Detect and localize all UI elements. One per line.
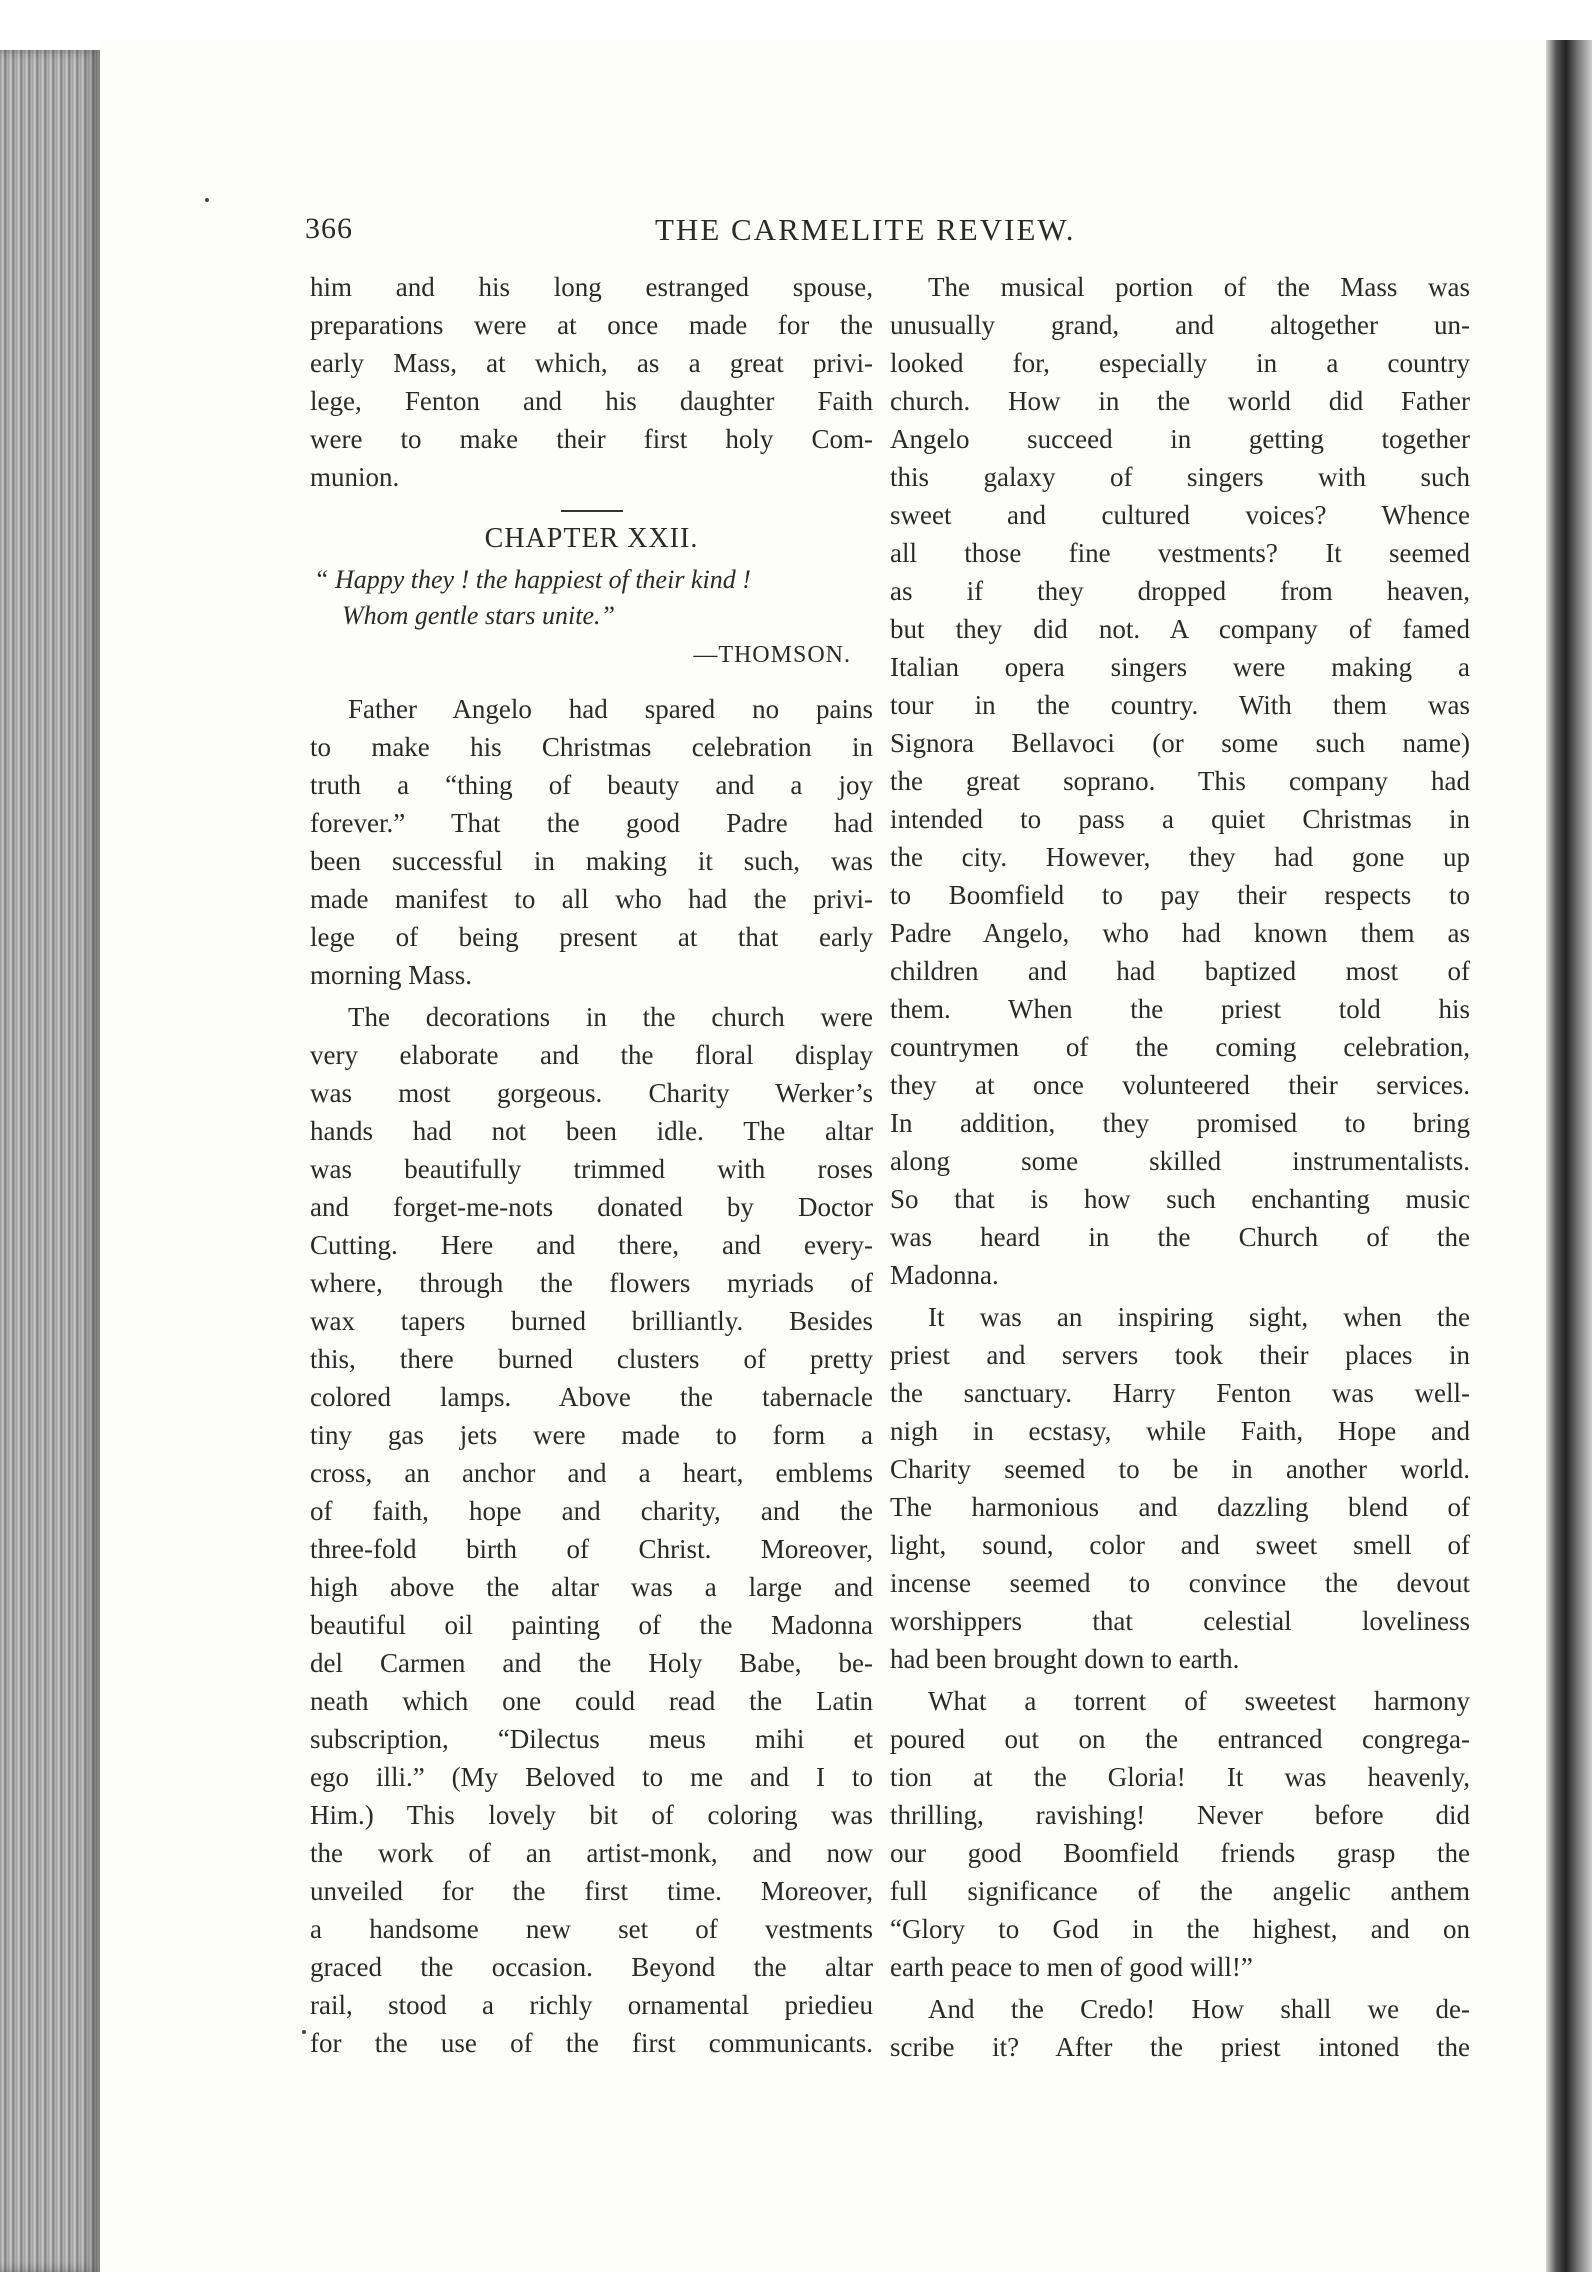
text-line: Madonna. xyxy=(890,1260,999,1290)
text-line: was most gorgeous. Charity Werker’s xyxy=(310,1078,873,1108)
text-line: worshippers that celestial loveliness xyxy=(890,1606,1470,1636)
text-line: truth a “thing of beauty and a joy xyxy=(310,770,873,800)
text-line: the great soprano. This company had xyxy=(890,766,1470,796)
text-line: subscription, “Dilectus meus mihi et xyxy=(310,1724,873,1754)
text-line: this, there burned clusters of pretty xyxy=(310,1344,873,1374)
paragraph xyxy=(890,1298,1470,1678)
text-line: a handsome new set of vestments xyxy=(310,1914,873,1944)
text-line: early Mass, at which, as a great privi- xyxy=(310,348,873,378)
text-line: unusually grand, and altogether un- xyxy=(890,310,1470,340)
text-line: lege, Fenton and his daughter Faith xyxy=(310,386,873,416)
text-line: tiny gas jets were made to form a xyxy=(310,1420,873,1450)
text-line: unveiled for the first time. Moreover, xyxy=(310,1876,873,1906)
page-number: 366 xyxy=(305,212,353,245)
text-line: the work of an artist-monk, and now xyxy=(310,1838,873,1868)
text-line: hands had not been idle. The altar xyxy=(310,1116,873,1146)
text-line: as if they dropped from heaven, xyxy=(890,576,1470,606)
text-line: for the use of the first communicants. xyxy=(310,2028,873,2058)
journal-title: THE CARMELITE REVIEW. xyxy=(655,212,1076,247)
text-line: Italian opera singers were making a xyxy=(890,652,1470,682)
paragraph xyxy=(310,690,873,994)
text-line: to Boomfield to pay their respects to xyxy=(890,880,1470,910)
text-line: very elaborate and the floral display xyxy=(310,1040,873,1070)
text-line: was beautifully trimmed with roses xyxy=(310,1154,873,1184)
text-line: were to make their first holy Com- xyxy=(310,424,873,454)
paragraph xyxy=(890,1990,1470,2066)
text-line: lege of being present at that early xyxy=(310,922,873,952)
text-line: all those fine vestments? It seemed xyxy=(890,538,1470,568)
text-line: countrymen of the coming celebration, xyxy=(890,1032,1470,1062)
intro-paragraph xyxy=(310,268,873,496)
text-line: preparations were at once made for the xyxy=(310,310,873,340)
text-line: The musical portion of the Mass was xyxy=(928,272,1470,302)
text-line: him and his long estranged spouse, xyxy=(310,272,873,302)
text-line: but they did not. A company of famed xyxy=(890,614,1470,644)
epigraph-line: Whom gentle stars unite.” xyxy=(342,601,615,630)
text-line: incense seemed to convince the devout xyxy=(890,1568,1470,1598)
text-line: high above the altar was a large and xyxy=(310,1572,873,1602)
text-line: them. When the priest told his xyxy=(890,994,1470,1024)
text-line: the sanctuary. Harry Fenton was well- xyxy=(890,1378,1470,1408)
book-edge-right xyxy=(1546,40,1592,2272)
text-line: And the Credo! How shall we de- xyxy=(928,1994,1470,2024)
text-line: morning Mass. xyxy=(310,960,472,990)
right-column xyxy=(890,268,1470,2066)
text-line: this galaxy of singers with such xyxy=(890,462,1470,492)
text-line: del Carmen and the Holy Babe, be- xyxy=(310,1648,873,1678)
text-line: cross, an anchor and a heart, emblems xyxy=(310,1458,873,1488)
margin-speck xyxy=(302,2030,306,2034)
text-line: In addition, they promised to bring xyxy=(890,1108,1470,1138)
text-line: children and had baptized most of xyxy=(890,956,1470,986)
text-line: tion at the Gloria! It was heavenly, xyxy=(890,1762,1470,1792)
text-line: the city. However, they had gone up xyxy=(890,842,1470,872)
text-line: neath which one could read the Latin xyxy=(310,1686,873,1716)
text-line: and forget-me-nots donated by Doctor xyxy=(310,1192,873,1222)
text-line: to make his Christmas celebration in xyxy=(310,732,873,762)
text-line: nigh in ecstasy, while Faith, Hope and xyxy=(890,1416,1470,1446)
running-head xyxy=(305,212,1365,262)
text-line: poured out on the entranced congrega- xyxy=(890,1724,1470,1754)
text-line: was heard in the Church of the xyxy=(890,1222,1470,1252)
text-line: “Glory to God in the highest, and on xyxy=(890,1914,1470,1944)
text-line: The decorations in the church were xyxy=(348,1002,873,1032)
text-line: intended to pass a quiet Christmas in xyxy=(890,804,1470,834)
text-line: Padre Angelo, who had known them as xyxy=(890,918,1470,948)
text-line: tour in the country. With them was xyxy=(890,690,1470,720)
text-line: our good Boomfield friends grasp the xyxy=(890,1838,1470,1868)
section-rule xyxy=(561,510,623,512)
text-line: had been brought down to earth. xyxy=(890,1644,1240,1674)
text-line: where, through the flowers myriads of xyxy=(310,1268,873,1298)
text-line: Angelo succeed in getting together xyxy=(890,424,1470,454)
paragraph xyxy=(310,998,873,2062)
text-line: church. How in the world did Father xyxy=(890,386,1470,416)
left-column xyxy=(310,268,873,2062)
paragraph xyxy=(890,1682,1470,1986)
text-line: thrilling, ravishing! Never before did xyxy=(890,1800,1470,1830)
text-line: light, sound, color and sweet smell of xyxy=(890,1530,1470,1560)
text-line: ego illi.” (My Beloved to me and I to xyxy=(310,1762,873,1792)
text-line: priest and servers took their places in xyxy=(890,1340,1470,1370)
text-line: been successful in making it such, was xyxy=(310,846,873,876)
text-line: beautiful oil painting of the Madonna xyxy=(310,1610,873,1640)
chapter-heading: CHAPTER XXII. xyxy=(484,523,699,554)
text-line: graced the occasion. Beyond the altar xyxy=(310,1952,873,1982)
book-edge-left xyxy=(0,50,100,2272)
text-line: colored lamps. Above the tabernacle xyxy=(310,1382,873,1412)
paragraph xyxy=(890,268,1470,1294)
text-line: scribe it? After the priest intoned the xyxy=(890,2032,1470,2062)
text-line: rail, stood a richly ornamental priedieu xyxy=(310,1990,873,2020)
text-line: forever.” That the good Padre had xyxy=(310,808,873,838)
text-line: earth peace to men of good will!” xyxy=(890,1952,1253,1982)
text-line: of faith, hope and charity, and the xyxy=(310,1496,873,1526)
text-line: Charity seemed to be in another world. xyxy=(890,1454,1470,1484)
text-line: The harmonious and dazzling blend of xyxy=(890,1492,1470,1522)
text-line: What a torrent of sweetest harmony xyxy=(928,1686,1470,1716)
epigraph-line: “ Happy they ! the happiest of their kind ! xyxy=(314,565,751,594)
text-line: So that is how such enchanting music xyxy=(890,1184,1470,1214)
text-line: Signora Bellavoci (or some such name) xyxy=(890,728,1470,758)
text-line: Cutting. Here and there, and every- xyxy=(310,1230,873,1260)
margin-speck xyxy=(205,198,209,202)
text-line: full significance of the angelic anthem xyxy=(890,1876,1470,1906)
text-line: Father Angelo had spared no pains xyxy=(348,694,873,724)
text-line: munion. xyxy=(310,462,400,492)
text-line: Him.) This lovely bit of coloring was xyxy=(310,1800,873,1830)
text-line: three-fold birth of Christ. Moreover, xyxy=(310,1534,873,1564)
text-line: It was an inspiring sight, when the xyxy=(928,1302,1470,1332)
text-line: along some skilled instrumentalists. xyxy=(890,1146,1470,1176)
text-line: they at once volunteered their services. xyxy=(890,1070,1470,1100)
text-line: sweet and cultured voices? Whence xyxy=(890,500,1470,530)
epigraph-attribution: —THOMSON. xyxy=(693,642,851,668)
text-line: looked for, especially in a country xyxy=(890,348,1470,378)
epigraph xyxy=(310,562,873,634)
text-line: made manifest to all who had the privi- xyxy=(310,884,873,914)
text-line: wax tapers burned brilliantly. Besides xyxy=(310,1306,873,1336)
